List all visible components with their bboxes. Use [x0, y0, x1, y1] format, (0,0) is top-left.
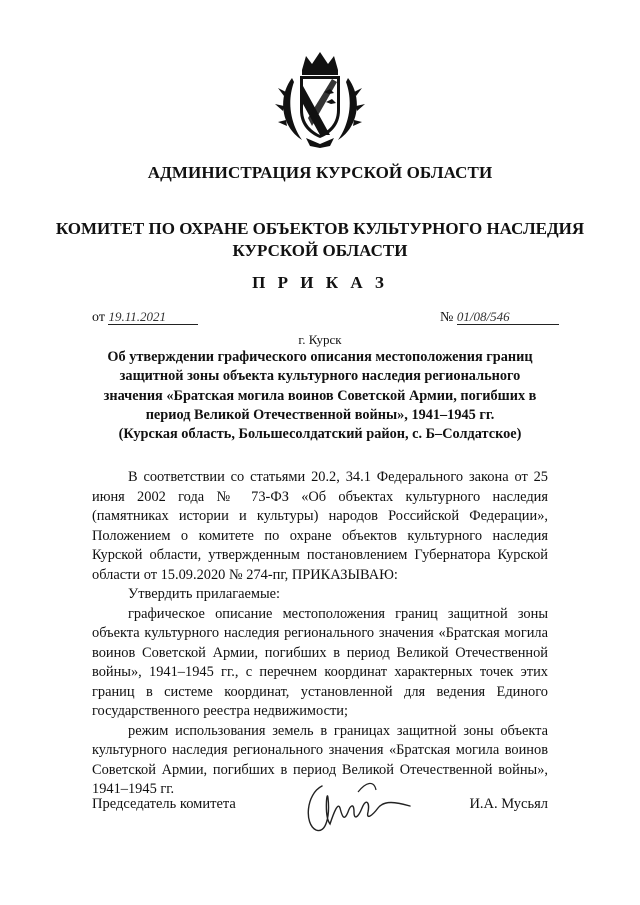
subject-line: защитной зоны объекта культурного наследия регионального: [119, 368, 521, 385]
handwritten-date: 19.11.2021: [108, 309, 198, 325]
body-paragraph: Утвердить прилагаемые:: [128, 586, 281, 602]
number-prefix: №: [440, 310, 454, 325]
order-date: [92, 309, 198, 326]
order-subject: [92, 348, 548, 444]
signatory-title: Председатель комитета: [92, 796, 236, 812]
handwritten-signature: [300, 772, 420, 842]
committee-title-line1: КОМИТЕТ ПО ОХРАНЕ ОБЪЕКТОВ КУЛЬТУРНОГО НАСЛЕДИЯ: [55, 219, 585, 238]
city: г. Курск: [298, 332, 342, 347]
body-paragraph: В соответствии со статьями 20.2, 34.1 Федерального закона от 25 июня 2002 года № 73-ФЗ «Об объектах культурного наследия (памятниках истории и культуры) народов Российской Федерации», Положением о комитете по охране объектов культурного наследия Курской области, утвержденным постановлением Губернатора Курской области от 15.09.2020 № 274-пг, ПРИКАЗЫВАЮ:: [92, 469, 548, 583]
body-paragraph: графическое описание местоположения границ защитной зоны объекта культурного наследия регионального значения «Братская могила воинов Советской Армии, погибших в период Великой Отечественной войны», 1941–1945 гг., с перечнем координат характерных точек этих границ в системе координат, установленной для ведения Единого государственного реестра недвижимости;: [92, 605, 548, 719]
subject-line: период Великой Отечественной войны», 1941–1945 гг.: [145, 406, 495, 423]
signatory-name: И.А. Мусьял: [469, 796, 548, 812]
subject-line: значения «Братская могила воинов Советской Армии, погибших в: [103, 387, 537, 404]
body-paragraph: режим использования земель в границах защитной зоны объекта культурного наследия регионального значения «Братская могила воинов Советской Армии, погибших в период Великой Отечественной войны», 1941–1945 гг.: [92, 722, 548, 797]
coat-of-arms-icon: [272, 48, 368, 148]
document-type: П Р И К А З: [252, 273, 388, 292]
committee-title: [0, 218, 640, 262]
order-body: [92, 468, 548, 800]
administration-title: АДМИНИСТРАЦИЯ КУРСКОЙ ОБЛАСТИ: [147, 163, 493, 182]
subject-line: Об утверждении графического описания местоположения границ: [107, 349, 533, 365]
subject-line: (Курская область, Большесолдатский район, с. Б–Солдатское): [118, 426, 522, 443]
order-number: [440, 309, 559, 326]
committee-title-line2: КУРСКОЙ ОБЛАСТИ: [232, 241, 408, 260]
handwritten-number: 01/08/546: [457, 309, 559, 325]
date-prefix: от: [92, 310, 105, 325]
